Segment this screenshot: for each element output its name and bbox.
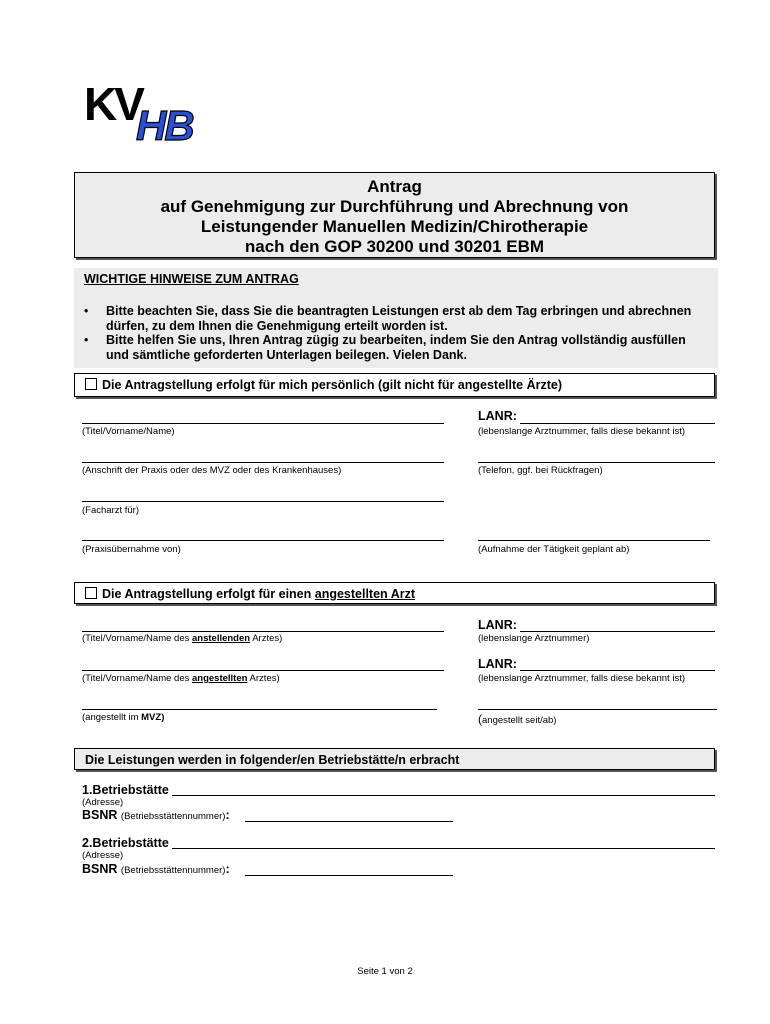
phone-field-line[interactable] (478, 462, 715, 463)
lanr-field-line-3[interactable] (520, 670, 715, 671)
hinweis-2-line-1: Bitte helfen Sie uns, Ihren Antrag zügig zu bearbeiten, indem Sie den Antrag vollständig ausfüllen (106, 333, 686, 347)
mvz-field-line[interactable] (82, 709, 437, 710)
employee-name-line[interactable] (82, 670, 444, 671)
caption-takeover: (Praxisübernahme von) (82, 544, 181, 555)
caption-employee-underlined: angestellten (192, 673, 248, 684)
site-2-bsnr-label: BSNR (82, 862, 118, 876)
site-1-line[interactable] (172, 795, 715, 796)
site-1-bsnr-colon: : (225, 808, 230, 822)
employed-checkbox[interactable] (85, 587, 97, 599)
site-2-bsnr (82, 862, 230, 876)
address-field-line[interactable] (82, 462, 444, 463)
site-1-bsnr (82, 808, 230, 822)
hinweise-heading: WICHTIGE HINWEISE ZUM ANTRAG (84, 272, 299, 286)
hinweis-1-line-1: Bitte beachten Sie, dass Sie die beantragten Leistungen erst ab dem Tag erbringen und abrechnen (106, 304, 692, 318)
caption-employee-post: Arztes) (247, 673, 280, 684)
caption-name: (Titel/Vorname/Name) (82, 426, 175, 437)
logo-kv-text: KV (84, 82, 142, 130)
site-2-title: 2.Betriebstätte (82, 836, 169, 850)
specialist-field-line[interactable] (82, 501, 444, 502)
caption-employer-post: Arztes) (250, 633, 283, 644)
personal-checkbox[interactable] (85, 378, 97, 390)
caption-address: (Anschrift der Praxis oder des MVZ oder des Krankenhauses) (82, 465, 342, 476)
caption-lanr-3: (lebenslange Arztnummer, falls diese bekannt ist) (478, 673, 685, 684)
section-employed-label: Die Antragstellung erfolgt für einen (102, 587, 315, 601)
kvhb-logo (84, 82, 214, 144)
name-field-line[interactable] (82, 423, 444, 424)
hinweise-panel (74, 268, 718, 368)
title-line-3: Leistungender Manuellen Medizin/Chirotherapie (200, 217, 589, 236)
lanr-field-line-1[interactable] (520, 423, 715, 424)
since-field-line[interactable] (478, 709, 717, 710)
hinweis-item-1 (106, 304, 714, 334)
section-employed-bar[interactable] (74, 582, 715, 604)
site-1-address-caption: (Adresse) (82, 797, 124, 808)
lanr-label-3: LANR: (478, 657, 517, 671)
site-2-line[interactable] (172, 848, 715, 849)
title-line-2: auf Genehmigung zur Durchführung und Abrechnung von (160, 197, 629, 216)
caption-employee (82, 673, 280, 684)
site-2-bsnr-line[interactable] (245, 875, 453, 876)
site-2-bsnr-note: (Betriebsstättennummer) (120, 865, 226, 876)
site-1-bsnr-label: BSNR (82, 808, 118, 822)
title-box (74, 172, 715, 258)
caption-mvz-bold: MVZ) (141, 712, 165, 723)
caption-employer-underlined: anstellenden (192, 633, 251, 644)
caption-employer-pre: (Titel/Vorname/Name des (82, 633, 192, 644)
caption-since-paren: ( (478, 712, 482, 726)
employer-name-line[interactable] (82, 631, 444, 632)
caption-employee-pre: (Titel/Vorname/Name des (82, 673, 192, 684)
title-line-4: nach den GOP 30200 und 30201 EBM (244, 237, 545, 256)
caption-since (478, 712, 556, 726)
page-number: Seite 1 von 2 (357, 966, 413, 977)
start-field-line[interactable] (478, 540, 710, 541)
site-2-bsnr-colon: : (225, 862, 230, 876)
takeover-field-line[interactable] (82, 540, 444, 541)
logo-hb-text: HB (136, 102, 193, 144)
bullet-2: • (84, 333, 89, 347)
section-employed-label-underlined: angestellten Arzt (314, 587, 416, 601)
caption-lanr-1: (lebenslange Arztnummer, falls diese bekannt ist) (478, 426, 685, 437)
hinweis-2-line-2: und sämtliche geforderten Unterlagen beilegen. Vielen Dank. (106, 348, 467, 362)
caption-phone: (Telefon, ggf. bei Rückfragen) (478, 465, 603, 476)
site-1-bsnr-note: (Betriebsstättennummer) (120, 811, 226, 822)
caption-specialist: (Facharzt für) (82, 505, 140, 516)
section-personal-bar[interactable] (74, 373, 715, 397)
section-sites-bar (74, 748, 715, 770)
caption-since-text: angestellt seit/ab) (482, 715, 557, 726)
caption-start: (Aufnahme der Tätigkeit geplant ab) (478, 544, 630, 555)
site-1-title: 1.Betriebstätte (82, 783, 169, 797)
caption-lanr-2: (lebenslange Arztnummer) (478, 633, 590, 644)
bullet-1: • (84, 304, 89, 318)
title-line-1: Antrag (367, 177, 422, 196)
caption-mvz (82, 712, 164, 723)
caption-employer (82, 633, 282, 644)
section-personal-label: Die Antragstellung erfolgt für mich persönlich (gilt nicht für angestellte Ärzte) (102, 378, 562, 392)
lanr-field-line-2[interactable] (520, 631, 715, 632)
site-2-address-caption: (Adresse) (82, 850, 124, 861)
caption-mvz-pre: (angestellt im (82, 712, 142, 723)
lanr-label-1: LANR: (478, 409, 517, 423)
section-sites-label: Die Leistungen werden in folgender/en Betriebstätte/n erbracht (85, 753, 460, 767)
hinweis-item-2 (106, 333, 714, 363)
site-1-bsnr-line[interactable] (245, 821, 453, 822)
hinweis-1-line-2: dürfen, zu dem Ihnen die Genehmigung erteilt worden ist. (106, 319, 448, 333)
lanr-label-2: LANR: (478, 618, 517, 632)
